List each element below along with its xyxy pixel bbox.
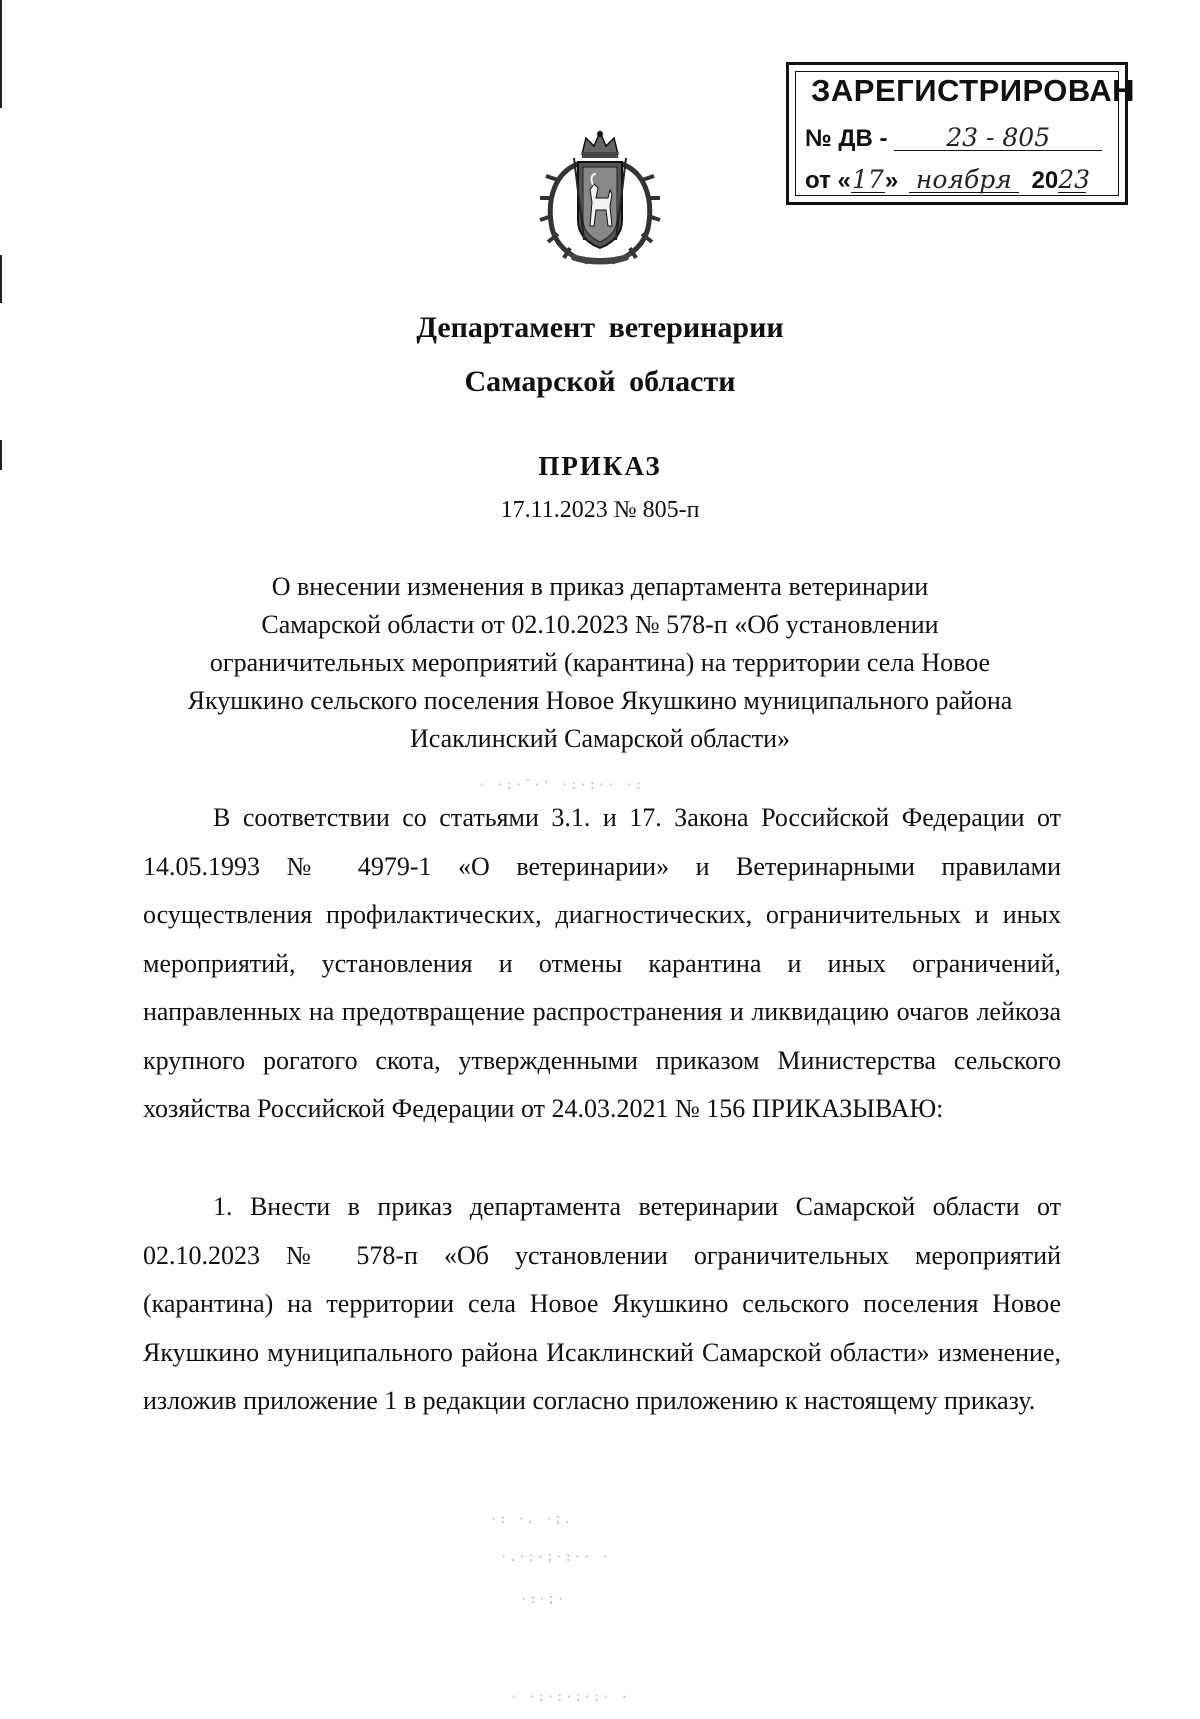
subject-line: О внесении изменения в приказ департамента ветеринарии xyxy=(271,572,929,601)
scan-noise: ·.·:·;·:·· · xyxy=(500,1550,611,1564)
scan-edge-artifact xyxy=(0,0,2,108)
body-preamble-text: В соответствии со статьями 3.1. и 17. Закона Российской Федерации от 14.05.1993 № 4979-1 «О ветеринарии» и Ветеринарными правилами осуществления профилактических, диагностических, ограничительных и иных мероприятий, установления и отмены карантина и иных ограничений, направленных на предотвращение распространения и ликвидацию очагов лейкоза крупного рогатого скота, утвержденными приказом Министерства сельского хозяйства Российской Федерации от 24.03.2021 № 156 ПРИКАЗЫВАЮ: xyxy=(143,803,1061,1123)
body-preamble-paragraph xyxy=(143,794,1061,1134)
scan-noise: ·:·;· xyxy=(520,1592,567,1606)
stamp-month: ноября xyxy=(909,168,1019,193)
order-item-1-text: 1. Внести в приказ департамента ветеринарии Самарской области от 02.10.2023 № 578-п «Об установлении ограничительных мероприятий (карантина) на территории села Новое Якушкино сельского поселения Новое Якушкино муниципального района Исаклинский Самарской области» изменение, изложив приложение 1 в редакции согласно приложению к настоящему приказу. xyxy=(143,1192,1061,1415)
subject-line: Самарской области от 02.10.2023 № 578-п «Об установлении xyxy=(261,610,939,639)
registration-stamp xyxy=(786,62,1136,205)
stamp-number-row xyxy=(805,125,1102,153)
org-name-line1: Департамент ветеринарии xyxy=(416,311,784,344)
scan-edge-artifact xyxy=(0,255,2,303)
stamp-day: 17 xyxy=(851,165,884,194)
subject-line: ограничительных мероприятий (карантина) на территории села Новое xyxy=(209,648,991,677)
stamp-date-prefix: от « xyxy=(805,167,851,194)
stamp-title: ЗАРЕГИСТРИРОВАН xyxy=(811,73,1136,108)
scan-noise: ·: ·. ·;. xyxy=(490,1512,574,1526)
stamp-number-value: 23 - 805 xyxy=(894,126,1102,151)
document-date-number: 17.11.2023 № 805-п xyxy=(500,497,700,523)
coat-of-arms-samara-icon xyxy=(538,128,662,268)
scan-noise: · ·:·:·:·:· · xyxy=(510,1690,630,1704)
stamp-number-label: № ДВ - xyxy=(805,125,888,152)
order-item-1-paragraph xyxy=(143,1183,1061,1426)
stamp-year-prefix: 20 xyxy=(1031,167,1059,194)
org-name-line2: Самарской области xyxy=(464,365,736,398)
scan-noise: · ·:·¨·' ·:·:·· ·: xyxy=(478,778,645,792)
stamp-year-suffix: 23 xyxy=(1058,165,1091,194)
document-type: ПРИКАЗ xyxy=(538,451,662,481)
subject-line: Исаклинский Самарской области» xyxy=(410,724,790,753)
stamp-date-row xyxy=(805,165,1091,195)
subject-line: Якушкино сельского поселения Новое Якушкино муниципального района xyxy=(187,686,1013,715)
stamp-date-mid: » xyxy=(884,167,899,194)
